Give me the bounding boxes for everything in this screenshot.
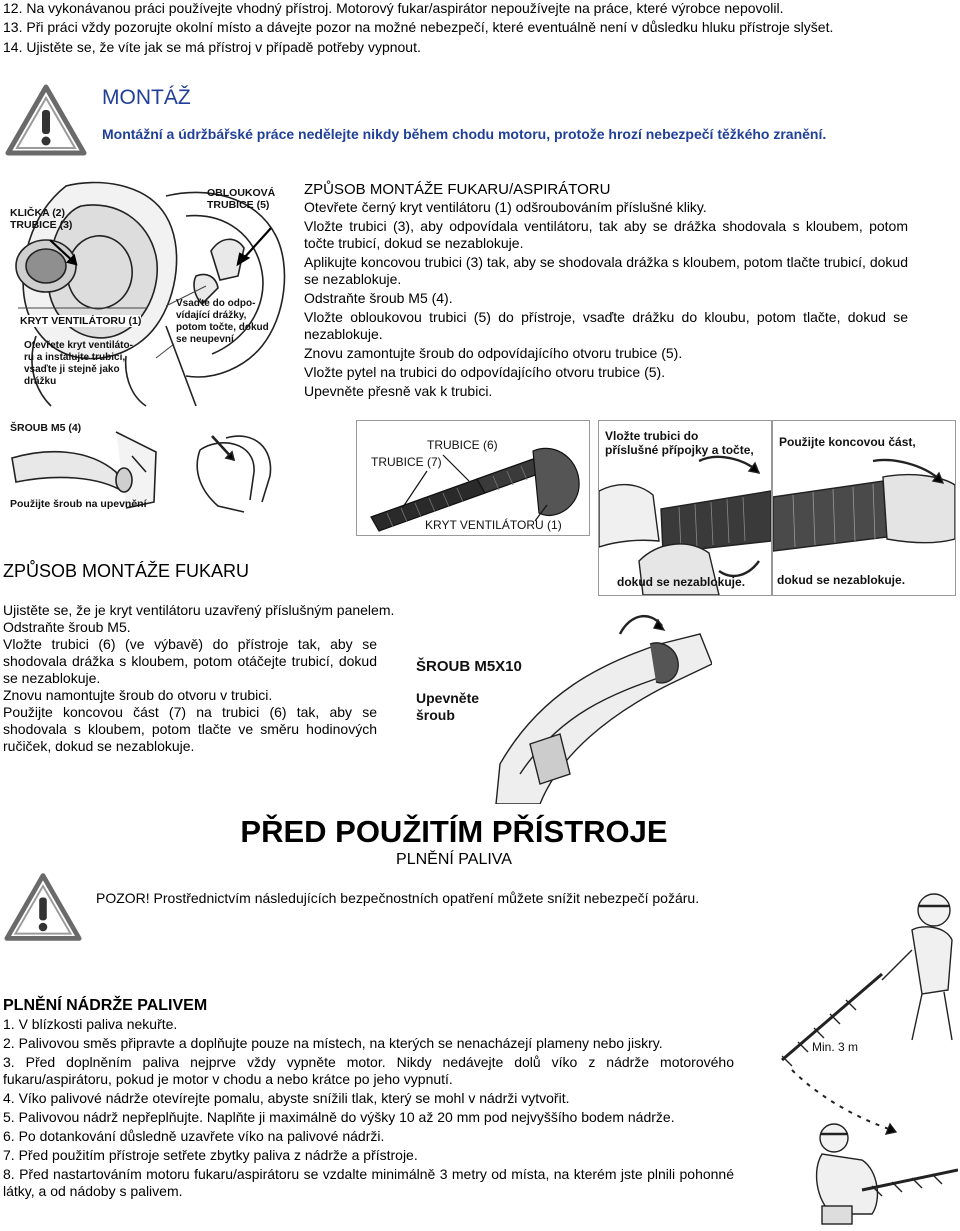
nadrz-item: 2. Palivovou směs připravte a doplňujte pouze na místech, na kterých se nenacházejí plameny nebo jiskry. [3,1035,663,1051]
warning-triangle-icon [4,872,82,942]
aspirator-line: Vložte obloukovou trubici (5) do přístroje, vsaďte drážku do kloubu, potom tlačte, dokud se nezablokuje. [304,309,908,342]
pozor-text: POZOR! Prostřednictvím následujících bezpečnostních opatření můžete snížit nebezpečí požáru. [96,890,700,906]
label-min-3m: Min. 3 m [812,1040,859,1054]
nadrz-item: 4. Víko palivové nádrže otevírejte pomalu, abyste snížili tlak, který se mohl v nádrži vytvořit. [3,1090,570,1106]
aspirator-line: Aplikujte koncovou trubici (3) tak, aby se shodovala drážka s kloubem, potom tlačte trubicí, dokud se nezablokuje. [304,254,908,287]
tubes-diagram [356,420,590,536]
aspirator-heading: ZPŮSOB MONTÁŽE FUKARU/ASPIRÁTORU [304,181,611,198]
warning-triangle-icon [5,84,87,156]
label-vsadte: Vsaďte do odpo- vídající drážky, potom točte, dokud se neupevní [176,298,269,345]
nadrz-item: 5. Palivovou nádrž nepřeplňujte. Naplňte ji maximálně do výšky 10 až 20 mm pod nejvyššího bodem nádrže. [3,1109,675,1125]
label-vlozte-trubici: Vložte trubici do příslušné přípojky a točte, [605,429,754,457]
fukar-heading: ZPŮSOB MONTÁŽE FUKARU [3,561,250,581]
label-trubice-6: TRUBICE (6) [427,438,498,452]
safety-distance-illustration [762,870,958,1230]
label-dokud-nezablokuje-2: dokud se nezablokuje. [777,573,906,587]
fukar-line: Znovu namontujte šroub do otvoru v trubici. [3,687,273,703]
label-dokud-nezablokuje: dokud se nezablokuje. [617,575,746,589]
list-item: 14. Ujistěte se, že víte jak se má přístroj v případě potřeby vypnout. [3,39,421,55]
screw-diagram [6,412,162,516]
label-pouzijte-koncovou: Použijte koncovou část, [779,435,916,449]
pred-subtitle: PLNĚNÍ PALIVA [396,851,512,868]
aspirator-line: Otevřete černý kryt ventilátoru (1) odšroubováním příslušné kliky. [304,199,707,215]
nadrz-item: 6. Po dotankování důsledně uzavřete víko na palivové nádrži. [3,1128,385,1144]
fukar-line: Použijte koncovou část (7) na trubici (6) tak, aby se shodovala s kloubem, potom tlačte ve směru hodinových ručiček, dokud se nezablokuje. [3,704,377,754]
list-item: 13. Při práci vždy pozorujte okolní místo a dávejte pozor na možné nebezpečí, které eventuálně není v důsledku hluku přístroje slyšet. [3,19,834,35]
aspirator-line: Znovu zamontujte šroub do odpovídajícího otvoru trubice (5). [304,345,683,361]
nadrz-list [3,1016,734,1200]
montaz-title: MONTÁŽ [102,86,191,109]
nadrz-item: 3. Před doplněním paliva nejprve vždy vypněte motor. Nikdy nedávejte dolů víko z nádrže motorového fukaru/aspirátoru, pokud je motor v chodu a nebo krátce po jeho vypnutí. [3,1054,734,1087]
aspirator-line: Vložte trubici (3), aby odpovídala ventilátoru, tak aby se drážka shodovala s kloubem, potom točte trubicí, dokud se nezablokuje. [304,218,908,251]
label-kryt: KRYT VENTILÁTORU (1) [20,315,142,327]
screw-m5x10-photo [400,604,712,804]
montaz-warning: Montážní a údržbářské práce nedělejte nikdy během chodu motoru, protože hrozí nebezpečí těžkého zranění. [102,126,827,142]
aspirator-section [304,181,908,400]
label-sroub-m5x10: ŠROUB M5X10 [416,658,522,675]
label-trubice-7: TRUBICE (7) [371,455,442,469]
label-pouzijte-sroub: Použijte šroub na upevnění [10,498,147,510]
aspirator-line: Vložte pytel na trubici do odpovídajícího otvoru trubice (5). [304,364,666,380]
nadrz-item: 1. V blízkosti paliva nekuřte. [3,1016,178,1032]
label-sroub-m5: ŠROUB M5 (4) [10,422,82,434]
label-klicka: KLIČKA (2) TRUBICE (3) [10,207,73,231]
curved-tube-diagram [170,420,282,516]
nadrz-heading: PLNĚNÍ NÁDRŽE PALIVEM [3,997,208,1014]
fukar-section [3,602,395,755]
list-item: 12. Na vykonávanou práci používejte vhodný přístroj. Motorový fukar/aspirátor nepoužívejte na práce, které výrobce nepovolil. [3,0,784,16]
label-kryt-ventilatoru: KRYT VENTILÁTORU (1) [425,518,562,532]
assembly-diagram [6,176,294,408]
nadrz-item: 8. Před nastartováním motoru fukaru/aspirátoru se vzdalte minimálně 3 metry od místa, na kterém jste plnili pohonné látky, a od nádoby s palivem. [3,1166,734,1199]
aspirator-line: Upevněte přesně vak k trubici. [304,383,493,399]
label-otevrete: Otevřete kryt ventiláto- ru a instalujte trubici, vsaďte ji stejně jako drážku [24,340,133,387]
aspirator-line: Odstraňte šroub M5 (4). [304,290,453,306]
fukar-line: Ujistěte se, že je kryt ventilátoru uzavřený příslušným panelem. [3,602,395,618]
pred-title: PŘED POUŽITÍM PŘÍSTROJE [240,814,668,849]
fukar-line: Vložte trubici (6) (ve výbavě) do přístroje tak, aby se shodovala drážka s kloubem, potom otáčejte trubicí, dokud se nezablokuje. [3,636,377,686]
end-piece-photo [772,420,956,596]
label-obloukova: OBLOUKOVÁ TRUBICE (5) [207,187,276,211]
nadrz-item: 7. Před použitím přístroje setřete zbytky paliva z nádrže a přístroje. [3,1147,418,1163]
label-upevnete-sroub: Upevněte šroub [416,690,480,723]
top-list [3,0,953,57]
fukar-line: Odstraňte šroub M5. [3,619,131,635]
insert-tube-photo [598,420,772,596]
